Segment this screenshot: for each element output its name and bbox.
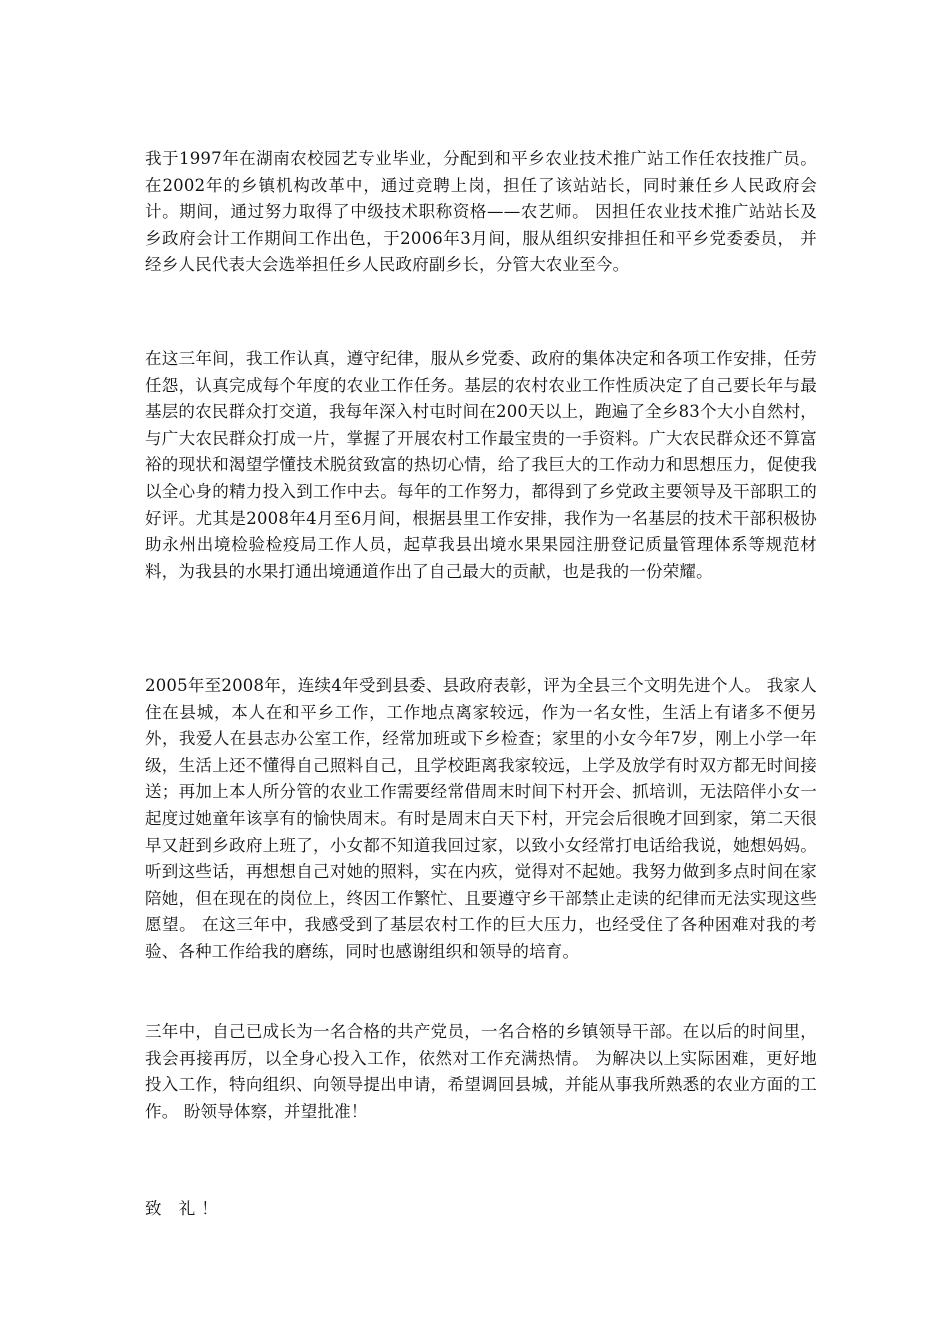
closing-salutation: 致 礼！: [145, 1199, 224, 1218]
paragraph-family-difficulties: 2005年至2008年，连续4年受到县委、县政府表彰，评为全县三个文明先进个人。 我家人住在县城，本人在和平乡工作，工作地点离家较远，作为一名女性，生活上有诸多不便另外，我爱人在县志办公室工作，经常加班或下乡检查；家里的小女今年7岁，刚上小学一年级，生活上还不懂得自己照料自己，且学校距离我家较远，上学及放学有时双方都无时间接送；再加上本人所分管的农业工作需要经常借周末时间下村开会、抓培训，无法陪伴小女一起度过她童年该享有的愉快周末。有时是周末白天下村，开完会后很晚才回到家，第二天很早又赶到乡政府上班了，小女都不知道我回过家，以致小女经常打电话给我说，她想妈妈。听到这些话，再想想自己对她的照料，实在内疚，觉得对不起她。我努力做到多点时间在家陪她，但在现在的岗位上，终因工作繁忙、且要遵守乡干部禁止走读的纪律而无法实现这些愿望。 在这三年中，我感受到了基层农村工作的巨大压力，也经受住了各种困难对我的考验、各种工作给我的磨练，同时也感谢组织和领导的培育。: [145, 676, 817, 961]
paragraph-transfer-request: 三年中，自己已成长为一名合格的共产党员，一名合格的乡镇领导干部。在以后的时间里，我会再接再厉，以全身心投入工作，依然对工作充满热情。 为解决以上实际困难，更好地投入工作，特向组织、向领导提出申请，希望调回县城，并能从事我所熟悉的农业方面的工作。 盼领导体察，并望批准！: [145, 1022, 817, 1121]
paragraph-work-performance: 在这三年间，我工作认真，遵守纪律，服从乡党委、政府的集体决定和各项工作安排，任劳任怨，认真完成每个年度的农业工作任务。基层的农村农业工作性质决定了自己要长年与最基层的农民群众打交道，我每年深入村屯时间在200天以上，跑遍了全乡83个大小自然村，与广大农民群众打成一片，掌握了开展农村工作最宝贵的一手资料。广大农民群众还不算富裕的现状和渴望学懂技术脱贫致富的热切心情，给了我巨大的工作动力和思想压力，促使我以全心身的精力投入到工作中去。每年的工作努力，都得到了乡党政主要领导及干部职工的好评。尤其是2008年4月至6月间，根据县里工作安排，我作为一名基层的技术干部积极协助永州出境检验检疫局工作人员，起草我县出境水果果园注册登记质量管理体系等规范材料，为我县的水果打通出境通道作出了自己最大的贡献，也是我的一份荣耀。: [145, 349, 817, 581]
paragraph-education-and-career: 我于1997年在湖南农校园艺专业毕业，分配到和平乡农业技术推广站工作任农技推广员。在2002年的乡镇机构改革中，通过竞聘上岗，担任了该站站长，同时兼任乡人民政府会计。期间，通过努力取得了中级技术职称资格——农艺师。 因担任农业技术推广站站长及乡政府会计工作期间工作出色，于2006年3月间，服从组织安排担任和平乡党委委员， 并经乡人民代表大会选举担任乡人民政府副乡长，分管大农业至今。: [145, 149, 817, 275]
